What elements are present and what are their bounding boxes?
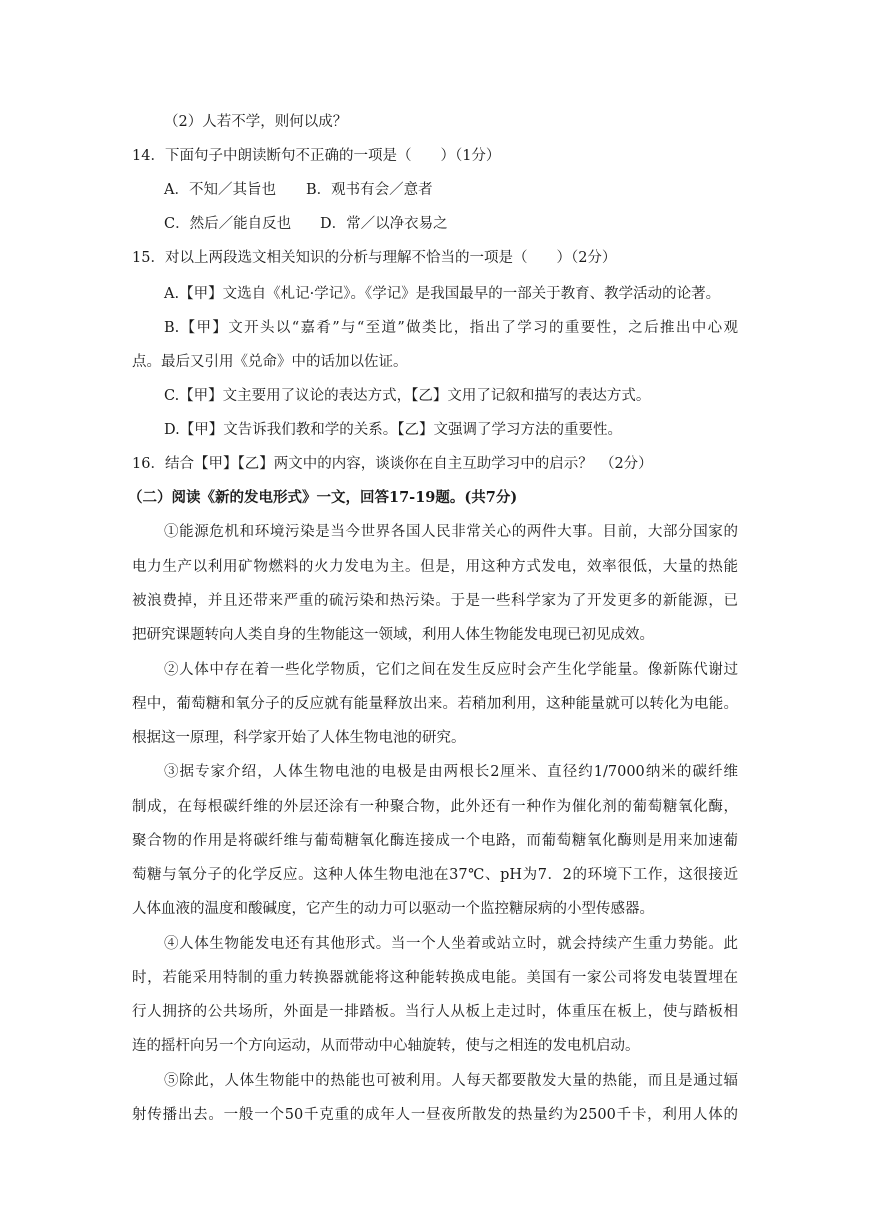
question-14-option-a: A．不知／其旨也 xyxy=(164,182,276,198)
question-15-option-a: A.【甲】文选自《札记·学记》。《学记》是我国最早的一部关于教育、教学活动的论著。 xyxy=(164,286,721,302)
paragraph-3-line-4: 萄糖与氧分子的化学反应。这种人体生物电池在37℃、pH为7．2的环境下工作，这很接近 xyxy=(132,867,738,883)
paragraph-3-line-1: ③据专家介绍，人体生物电池的电极是由两根长2厘米、直径约1/7000纳米的碳纤维 xyxy=(164,764,738,780)
question-15-option-b-line-1: B.【甲】文开头以“嘉肴”与“至道”做类比，指出了学习的重要性，之后推出中心观 xyxy=(164,320,738,336)
paragraph-1-line-4: 把研究课题转向人类自身的生物能这一领域，利用人体生物能发电现已初见成效。 xyxy=(132,627,654,643)
paragraph-4-line-1: ④人体生物能发电还有其他形式。当一个人坐着或站立时，就会持续产生重力势能。此 xyxy=(164,936,738,952)
question-15-option-b-line-2: 点。最后又引用《兑命》中的话加以佐证。 xyxy=(132,354,408,370)
paragraph-4-line-4: 连的摇杆向另一个方向运动，从而带动中心轴旋转，使与之相连的发电机启动。 xyxy=(132,1038,640,1054)
question-15-option-c: C.【甲】文主要用了议论的表达方式，【乙】文用了记叙和描写的表达方式。 xyxy=(164,388,651,404)
paragraph-1-line-3: 被浪费掉，并且还带来严重的硫污染和热污染。于是一些科学家为了开发更多的新能源，已 xyxy=(132,593,738,609)
question-15: 15．对以上两段选文相关知识的分析与理解不恰当的一项是（ ）（2分） xyxy=(132,250,617,266)
question-14-option-c: C．然后／能自反也 xyxy=(164,216,292,232)
question-14-option-b: B．观书有会／意者 xyxy=(306,182,433,198)
paragraph-3-line-3: 聚合物的作用是将碳纤维与葡萄糖氧化酶连接成一个电路，而葡萄糖氧化酶则是用来加速葡 xyxy=(132,833,738,849)
answer-line-2: （2）人若不学，则何以成？ xyxy=(164,114,348,130)
paragraph-1-line-1: ①能源危机和环境污染是当今世界各国人民非常关心的两件大事。目前，大部分国家的 xyxy=(164,524,738,540)
paragraph-5-line-1: ⑤除此，人体生物能中的热能也可被利用。人每天都要散发大量的热能，而且是通过辐 xyxy=(164,1073,738,1089)
paragraph-2-line-3: 根据这一原理，科学家开始了人体生物电池的研究。 xyxy=(132,730,466,746)
paragraph-5-line-2: 射传播出去。一般一个50千克重的成年人一昼夜所散发的热量约为2500千卡，利用人体的 xyxy=(132,1107,738,1123)
paragraph-1-line-2: 电力生产以利用矿物燃料的火力发电为主。但是，用这种方式发电，效率很低，大量的热能 xyxy=(132,559,738,575)
question-14: 14．下面句子中朗读断句不正确的一项是（ ）（1分） xyxy=(132,148,501,164)
paragraph-4-line-3: 行人拥挤的公共场所，外面是一排踏板。当行人从板上走过时，体重压在板上，使与踏板相 xyxy=(132,1004,738,1020)
paragraph-4-line-2: 时，若能采用特制的重力转换器就能将这种能转换成电能。美国有一家公司将发电装置埋在 xyxy=(132,970,738,986)
paragraph-3-line-5: 人体血液的温度和酸碱度，它产生的动力可以驱动一个监控糖尿病的小型传感器。 xyxy=(132,901,654,917)
question-15-option-d: D.【甲】文告诉我们教和学的关系。【乙】文强调了学习方法的重要性。 xyxy=(164,422,622,438)
section-2-heading: （二）阅读《新的发电形式》一文，回答17-19题。(共7分) xyxy=(128,489,518,506)
question-16: 16．结合【甲】【乙】两文中的内容，谈谈你在自主互助学习中的启示？ （2分） xyxy=(132,456,653,472)
question-14-option-d: D．常／以净衣易之 xyxy=(320,216,448,232)
paragraph-2-line-1: ②人体中存在着一些化学物质，它们之间在发生反应时会产生化学能量。像新陈代谢过 xyxy=(164,662,738,678)
paragraph-2-line-2: 程中，葡萄糖和氧分子的反应就有能量释放出来。若稍加利用，这种能量就可以转化为电能。 xyxy=(132,696,738,712)
paragraph-3-line-2: 制成，在每根碳纤维的外层还涂有一种聚合物，此外还有一种作为催化剂的葡萄糖氧化酶， xyxy=(132,799,738,815)
